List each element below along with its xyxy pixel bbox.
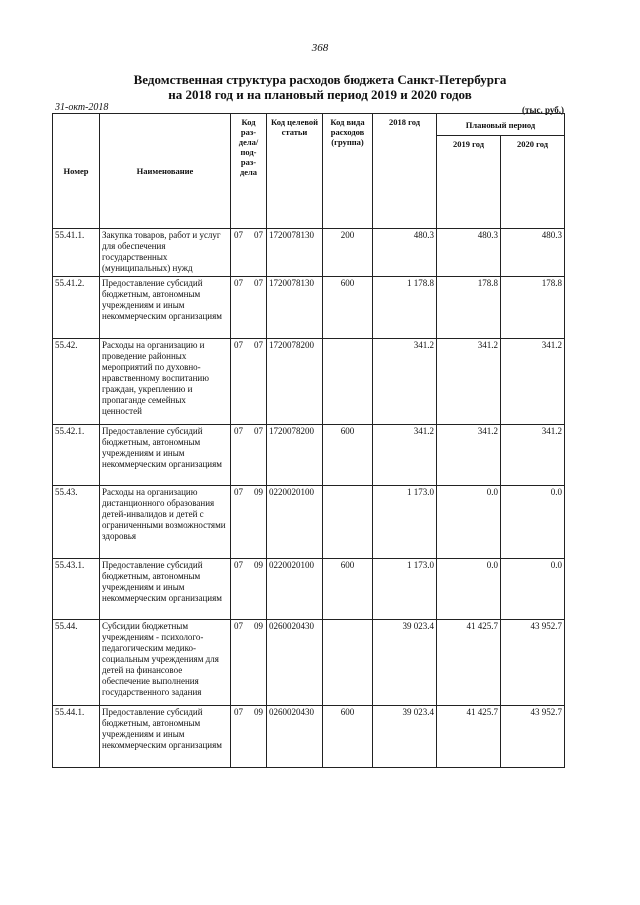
header-2019: 2019 год	[437, 136, 501, 229]
row-number: 55.42.	[53, 339, 100, 425]
table-row	[53, 620, 565, 706]
row-name: Закупка товаров, работ и услуг для обеспечения государственных (муниципальных) нужд	[100, 229, 231, 277]
row-amount-2019: 178.8	[437, 277, 501, 339]
table-row	[53, 277, 565, 339]
row-section-code	[231, 620, 267, 706]
row-number: 55.42.1.	[53, 425, 100, 486]
row-amount-2019: 480.3	[437, 229, 501, 277]
row-subsection: 09	[254, 707, 263, 717]
row-number: 55.43.	[53, 486, 100, 559]
row-section-code	[231, 425, 267, 486]
row-amount-2020: 0.0	[501, 559, 565, 620]
row-expense-type: 600	[323, 425, 373, 486]
row-amount-2019: 341.2	[437, 339, 501, 425]
row-expense-type	[323, 339, 373, 425]
row-amount-2020: 178.8	[501, 277, 565, 339]
row-subsection: 09	[254, 560, 263, 570]
document-date: 31-окт-2018	[55, 102, 109, 113]
row-name: Расходы на организацию и проведение районных мероприятий по духовно-нравственному воспитанию граждан, укреплению и пропаганде семейных ценностей	[100, 339, 231, 425]
row-section: 07	[234, 426, 243, 436]
title-line-2: на 2018 год и на плановый период 2019 и 2020 годов	[168, 87, 472, 102]
header-2020: 2020 год	[501, 136, 565, 229]
row-section: 07	[234, 560, 243, 570]
header-number: Номер	[53, 114, 100, 229]
row-amount-2018: 480.3	[373, 229, 437, 277]
row-target-code: 0220020100	[267, 486, 323, 559]
row-target-code: 1720078200	[267, 339, 323, 425]
header-section-code: Код раз-дела/ под-раз-дела	[231, 114, 267, 229]
row-name: Предоставление субсидий бюджетным, автономным учреждениям и иным некоммерческим организациям	[100, 425, 231, 486]
header-2018: 2018 год	[373, 114, 437, 229]
row-section-code	[231, 229, 267, 277]
header-planning-period: Плановый период	[437, 114, 565, 136]
table-row	[53, 339, 565, 425]
row-amount-2020: 341.2	[501, 425, 565, 486]
row-subsection: 07	[254, 340, 263, 350]
row-number: 55.41.2.	[53, 277, 100, 339]
row-section-code	[231, 339, 267, 425]
row-target-code: 1720078130	[267, 229, 323, 277]
row-section-code	[231, 277, 267, 339]
row-subsection: 07	[254, 278, 263, 288]
row-target-code: 1720078130	[267, 277, 323, 339]
row-number: 55.41.1.	[53, 229, 100, 277]
row-amount-2018: 341.2	[373, 339, 437, 425]
page-number: 368	[311, 42, 329, 54]
row-section-code	[231, 486, 267, 559]
row-number: 55.44.	[53, 620, 100, 706]
header-name: Наименование	[100, 114, 231, 229]
row-expense-type: 600	[323, 277, 373, 339]
row-name: Предоставление субсидий бюджетным, автономным учреждениям и иным некоммерческим организациям	[100, 559, 231, 620]
row-amount-2020: 341.2	[501, 339, 565, 425]
row-target-code: 0220020100	[267, 559, 323, 620]
row-amount-2020: 43 952.7	[501, 620, 565, 706]
row-amount-2018: 39 023.4	[373, 706, 437, 768]
row-section: 07	[234, 230, 243, 240]
row-target-code: 0260020430	[267, 620, 323, 706]
row-amount-2019: 0.0	[437, 486, 501, 559]
budget-table	[52, 113, 565, 768]
row-subsection: 09	[254, 621, 263, 631]
table-row	[53, 559, 565, 620]
row-section-code	[231, 706, 267, 768]
row-amount-2019: 41 425.7	[437, 706, 501, 768]
row-section: 07	[234, 487, 243, 497]
row-section: 07	[234, 340, 243, 350]
units-label: (тыс. руб.)	[522, 105, 564, 115]
row-name: Субсидии бюджетным учреждениям - психолого-педагогическим медико-социальным учреждениям для детей на финансовое обеспечение выполнения государственного задания	[100, 620, 231, 706]
row-amount-2020: 43 952.7	[501, 706, 565, 768]
row-subsection: 09	[254, 487, 263, 497]
document-title	[0, 72, 640, 102]
row-name: Предоставление субсидий бюджетным, автономным учреждениям и иным некоммерческим организациям	[100, 706, 231, 768]
row-name: Предоставление субсидий бюджетным, автономным учреждениям и иным некоммерческим организациям	[100, 277, 231, 339]
row-amount-2018: 341.2	[373, 425, 437, 486]
row-amount-2020: 480.3	[501, 229, 565, 277]
row-subsection: 07	[254, 426, 263, 436]
row-section: 07	[234, 621, 243, 631]
row-target-code: 1720078200	[267, 425, 323, 486]
table-row	[53, 425, 565, 486]
row-amount-2018: 1 173.0	[373, 559, 437, 620]
row-expense-type: 600	[323, 706, 373, 768]
row-expense-type: 200	[323, 229, 373, 277]
row-name: Расходы на организацию дистанционного образования детей-инвалидов и детей с ограниченными возможностями здоровья	[100, 486, 231, 559]
row-amount-2018: 1 173.0	[373, 486, 437, 559]
row-target-code: 0260020430	[267, 706, 323, 768]
row-section-code	[231, 559, 267, 620]
row-expense-type	[323, 620, 373, 706]
row-amount-2020: 0.0	[501, 486, 565, 559]
row-amount-2019: 341.2	[437, 425, 501, 486]
row-amount-2018: 39 023.4	[373, 620, 437, 706]
table-row	[53, 706, 565, 768]
row-amount-2018: 1 178.8	[373, 277, 437, 339]
table-row	[53, 486, 565, 559]
row-section: 07	[234, 707, 243, 717]
table-row	[53, 229, 565, 277]
row-expense-type	[323, 486, 373, 559]
row-amount-2019: 41 425.7	[437, 620, 501, 706]
row-subsection: 07	[254, 230, 263, 240]
title-line-1: Ведомственная структура расходов бюджета Санкт-Петербурга	[133, 72, 507, 87]
row-number: 55.43.1.	[53, 559, 100, 620]
row-number: 55.44.1.	[53, 706, 100, 768]
header-target-code: Код целевой статьи	[267, 114, 323, 229]
header-expense-type: Код вида расходов (группа)	[323, 114, 373, 229]
row-amount-2019: 0.0	[437, 559, 501, 620]
row-expense-type: 600	[323, 559, 373, 620]
row-section: 07	[234, 278, 243, 288]
